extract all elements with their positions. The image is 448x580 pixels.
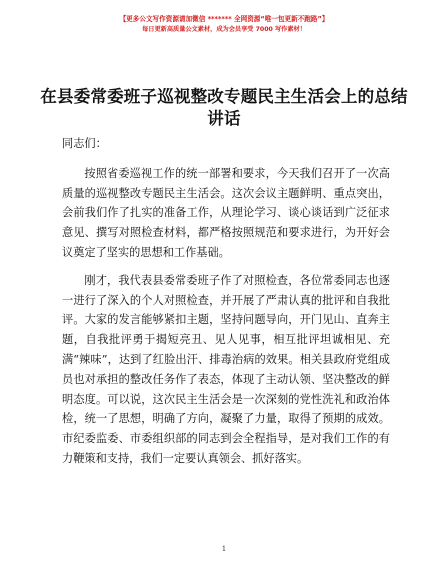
promo-banner-line-1: 【更多公文写作资源请加微信 ******* 全网资源“唯一包更新不跑路”】 [119,15,329,23]
document-body [62,134,390,477]
salutation: 同志们： [62,137,107,150]
document-title: 在县委常委班子巡视整改专题民主生活会上的总结讲话 [40,87,408,128]
paragraph-1: 按照省委巡视工作的统一部署和要求，今天我们召开了一次高质量的巡视整改专题民主生活会。这次会议主题鲜明、重点突出，会前我们作了扎实的准备工作，从理论学习、谈心谈话到广泛征求意见、撰写对照检查材料，都严格按照规范和要求进行，为开好会议奠定了坚实的思想和工作基础。 [62,166,390,259]
promo-banner-line-2: 每日更新高质量公文素材，成为会员享受 7000 写作素材！ [142,26,306,33]
promo-banner [0,14,448,35]
page-number: 1 [221,545,227,553]
paragraph-2: 刚才，我代表县委常委班子作了对照检查，各位常委同志也逐一进行了深入的个人对照检查，并开展了严肃认真的批评和自我批评。大家的发言能够紧扣主题，坚持问题导向，开门见山、直奔主题，自我批评勇于揭短亮丑、见人见事，相互批评坦诚相见、充满“辣味”，达到了红脸出汗、排毒治病的效果。相关县政府党组成员也对承担的整改任务作了表态，体现了主动认领、坚决整改的鲜明态度。可以说，这次民主生活会是一次深刻的党性洗礼和政治体检，统一了思想，明确了方向，凝聚了力量，取得了预期的成效。市纪委监委、市委组织部的同志到会全程指导，是对我们工作的有力鞭策和支持，我们一定要认真领会、抓好落实。 [62,273,390,465]
